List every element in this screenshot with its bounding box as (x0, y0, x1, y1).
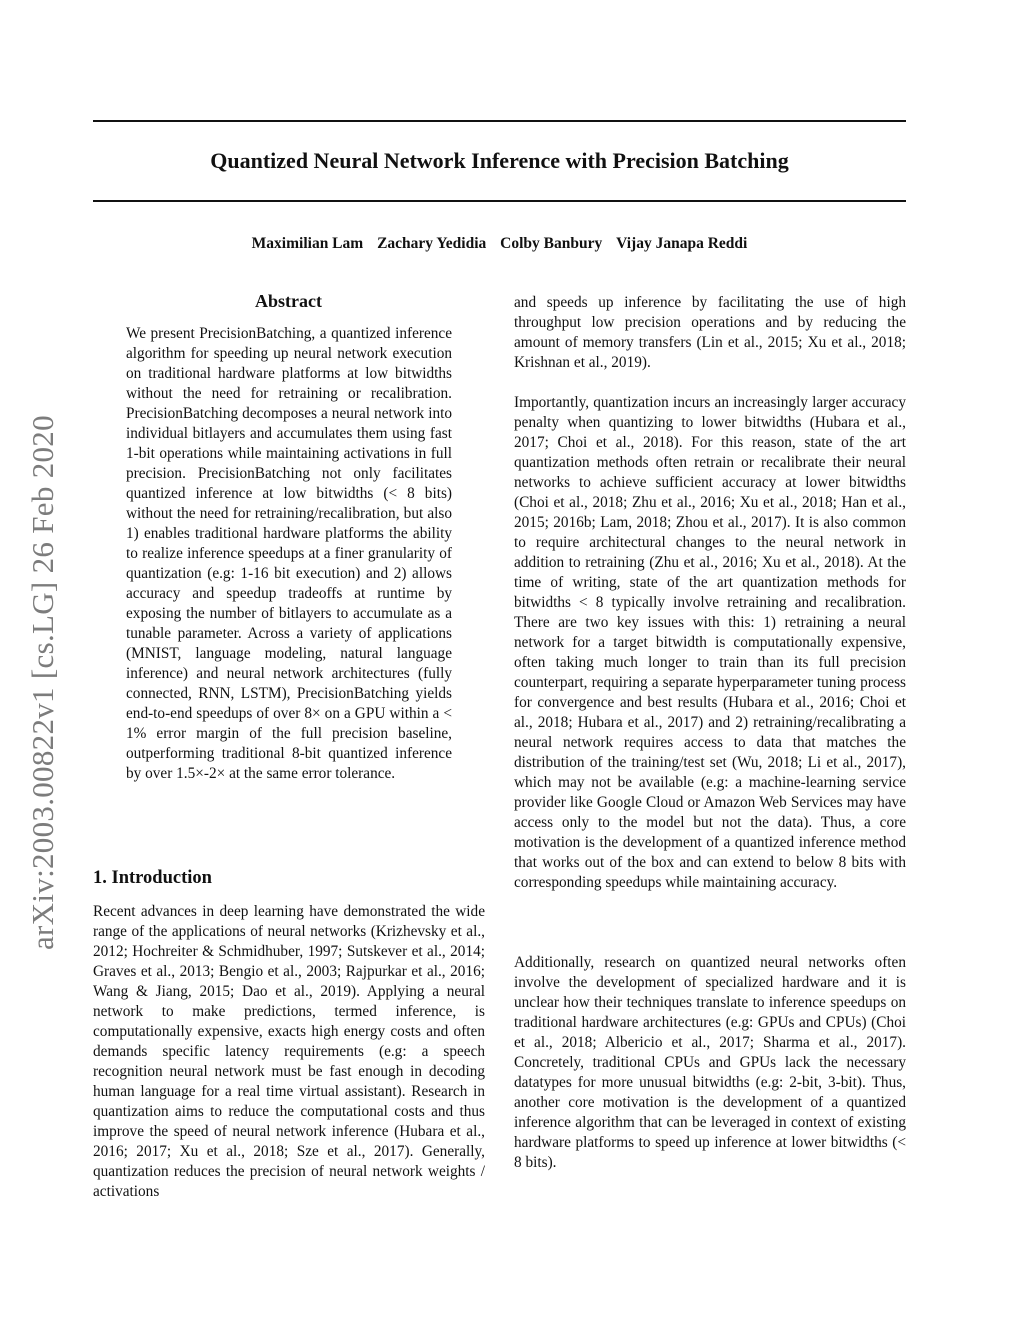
author-name: Colby Banbury (500, 235, 603, 252)
arxiv-identifier: arXiv:2003.00822v1 [cs.LG] 26 Feb 2020 (25, 415, 60, 950)
author-name: Zachary Yedidia (377, 235, 487, 252)
abstract-heading: Abstract (255, 291, 322, 311)
abstract-text: We present PrecisionBatching, a quantized inference algorithm for speeding up neural network execution on traditional hardware platforms at low bitwidths without the need for retraining or recalibration. PrecisionBatching decomposes a neural network into individual bitlayers and accumulates them using fast 1-bit operations while maintaining activations in full precision. PrecisionBatching not only facilitates quantized inference at low bitwidths (< 8 bits) without the need for retraining/recalibration, but also 1) enables traditional hardware platforms the ability to realize inference speedups at a finer granularity of quantization (e.g: 1-16 bit execution) and 2) allows accuracy and speedup tradeoffs at runtime by exposing the number of bitlayers to accumulate as a tunable parameter. Across a variety of applications (MNIST, language modeling, natural language inference) and neural network architectures (fully connected, RNN, LSTM), PrecisionBatching yields end-to-end speedups of over 8× on a GPU within a < 1% error margin of the full precision baseline, outperforming traditional 8-bit quantized inference by over 1.5×-2× at the same error tolerance. (126, 325, 452, 782)
author-list (93, 234, 906, 254)
author-name: Maximilian Lam (251, 235, 364, 252)
introduction-paragraph: Recent advances in deep learning have demonstrated the wide range of the applications of neural networks (Krizhevsky et al., 2012; Hochreiter & Schmidhuber, 1997; Sutskever et al., 2014; Graves et al., 2013; Bengio et al., 2003; Rajpurkar et al., 2016; Wang & Jiang, 2015; Dao et al., 2019). Applying a neural network to make predictions, termed inference, is computationally expensive, exacts high energy costs and often demands specific latency requirements (e.g: a speech recognition neural network must be fast enough in decoding human language for a real time virtual assistant). Research in quantization aims to reduce the computational costs and thus improve the speed of neural network inference (Hubara et al., 2016; 2017; Xu et al., 2018; Sze et al., 2017). Generally, quantization reduces the precision of neural network weights / activations (93, 903, 485, 1200)
title-bottom-rule (93, 200, 906, 202)
author-name: Vijay Janapa Reddi (616, 235, 748, 252)
introduction-paragraph: and speeds up inference by facilitating the use of high throughput low precision operations and by reducing the amount of memory transfers (Lin et al., 2015; Xu et al., 2018; Krishnan et al., 2019). (514, 294, 906, 371)
introduction-heading: 1. Introduction (93, 868, 212, 888)
paper-title: Quantized Neural Network Inference with Precision Batching (210, 148, 789, 173)
introduction-paragraph: Importantly, quantization incurs an increasingly larger accuracy penalty when quantizing to lower bitwidths (Hubara et al., 2017; Choi et al., 2018). For this reason, state of the art quantization methods often retrain or recalibrate their neural networks to achieve sufficient accuracy at lower bitwidths (Choi et al., 2018; Zhu et al., 2016; Xu et al., 2018; Han et al., 2015; 2016b; Lam, 2018; Zhou et al., 2017). It is also common to require architectural changes to the neural network in addition to retraining (Zhu et al., 2016; Xu et al., 2018). At the time of writing, state of the art quantization methods for bitwidths < 8 typically involve retraining and recalibration. There are two key issues with this: 1) retraining a neural network for a target bitwidth is computationally expensive, often taking much longer to train than its full precision counterpart, requiring a separate hyperparameter tuning process for convergence and best results (Hubara et al., 2016; Choi et al., 2018; Hubara et al., 2017) and 2) retraining/recalibrating a neural network requires access to data that matches the distribution of the training/test set (Wu, 2018; Li et al., 2017), which may not be available (e.g: a machine-learning service provider like Google Cloud or Amazon Web Services may have access only to the model but not the data). Thus, a core motivation is the development of a quantized inference method that works out of the box and can extend to below 8 bits with corresponding speedups while maintaining accuracy. (514, 394, 906, 891)
introduction-paragraph: Additionally, research on quantized neural networks often involve the development of specialized hardware and it is unclear how their techniques translate to inference speedups on traditional hardware architectures (e.g: GPUs and CPUs) (Choi et al., 2018; Albericio et al., 2017; Sharma et al., 2017). Concretely, traditional CPUs and GPUs lack the necessary datatypes for more unusual bitwidths (e.g: 2-bit, 3-bit). Thus, another core motivation is the development of a quantized inference algorithm that can be leveraged in context of existing hardware platforms to speed up inference at lower bitwidths (< 8 bits). (514, 954, 906, 1171)
title-top-rule (93, 120, 906, 122)
